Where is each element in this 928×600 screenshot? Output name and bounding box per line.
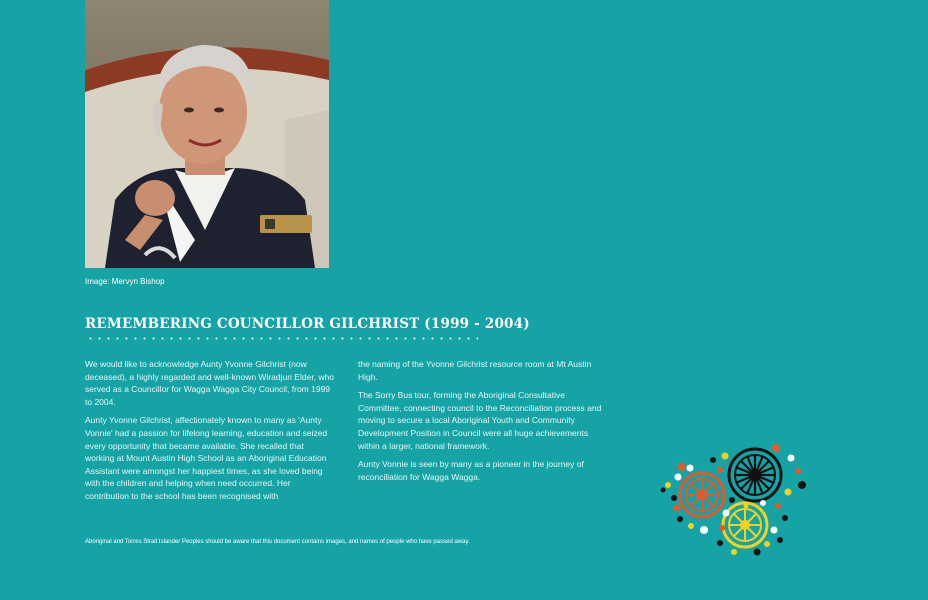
text-column-right bbox=[358, 358, 608, 489]
aboriginal-dot-artwork bbox=[652, 440, 822, 560]
orange-wheel bbox=[680, 473, 724, 517]
black-wheel bbox=[729, 449, 781, 501]
photo-caption: Image: Mervyn Bishop bbox=[85, 277, 165, 286]
section-heading: REMEMBERING COUNCILLOR GILCHRIST (1999 - 2004) bbox=[85, 316, 530, 332]
paragraph: The Sorry Bus tour, forming the Aboriginal Consultative Committee, connecting council to the Reconciliation process and moving to secure a local Aboriginal Youth and Community Development Position in Council were all huge achievements within a larger, national framework. bbox=[358, 390, 602, 451]
dotted-divider bbox=[86, 337, 478, 340]
text-column-left bbox=[85, 358, 335, 509]
portrait-photo bbox=[85, 0, 329, 268]
paragraph: the naming of the Yvonne Gilchrist resource room at Mt Austin High. bbox=[358, 359, 592, 382]
yellow-wheel bbox=[723, 503, 767, 547]
portrait-image bbox=[85, 0, 329, 268]
paragraph: We would like to acknowledge Aunty Yvonne Gilchrist (now deceased), a highly regarded and well-known Wiradjuri Elder, who served as a Councillor for Wagga Wagga City Council, from 1999 to 2004. bbox=[85, 359, 334, 407]
paragraph: Aunty Yvonne Gilchrist, affectionately known to many as 'Aunty Vonnie' had a passion for lifelong learning, education and seized every opportunity that became available. She recalled that working at Mount Austin High School as an Aboriginal Education Assistant were amongst her happiest times, as she loved being with the children and helping when need occurred. Her contribution to the school has been recognised with bbox=[85, 415, 328, 501]
cultural-warning-footer: Aboriginal and Torres Strait Islander Peoples should be aware that this document contains images, and names of people who have passed away. bbox=[85, 539, 470, 545]
paragraph: Aunty Vonnie is seen by many as a pioneer in the journey of reconciliation for Wagga Wagga. bbox=[358, 459, 584, 482]
